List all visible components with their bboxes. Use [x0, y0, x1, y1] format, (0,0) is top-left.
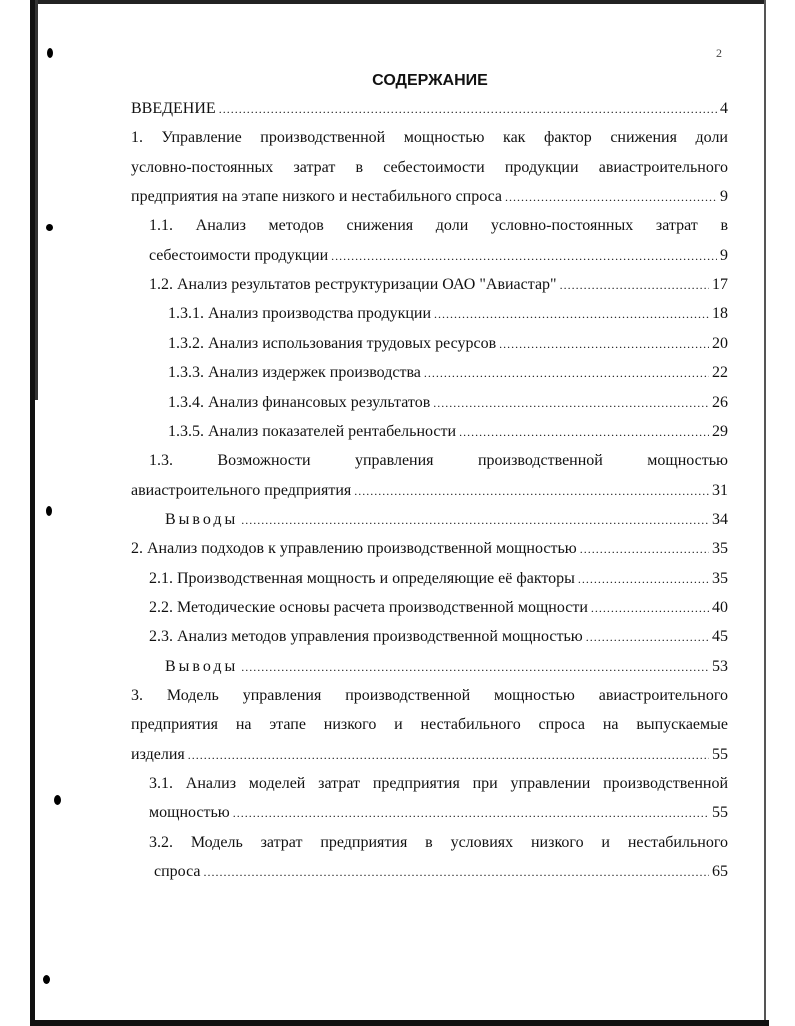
toc-entry: [131, 480, 728, 502]
dot-leader: [188, 744, 709, 766]
dot-leader: [219, 98, 717, 120]
punch-hole-mark: [46, 224, 53, 231]
toc-entry-line: 1. Управление производственной мощностью как фактор снижения доли: [131, 129, 728, 147]
toc-entry: [165, 509, 728, 531]
dot-leader: [354, 480, 709, 502]
toc-entry: [154, 861, 728, 883]
toc-entry: [131, 98, 728, 120]
toc-entry: [168, 392, 728, 414]
dot-leader: [560, 274, 709, 296]
dot-leader: [505, 186, 717, 208]
toc-page-number: 35: [712, 569, 728, 587]
punch-hole-mark: [43, 975, 50, 984]
toc-page-number: 20: [712, 334, 728, 352]
toc-entry-line: условно-постоянных затрат в себестоимости продукции авиастроительного: [131, 158, 728, 176]
punch-hole-mark: [46, 506, 52, 516]
toc-entry-title: 2.2. Методические основы расчета производственной мощности: [149, 598, 588, 616]
toc-entry: [149, 568, 728, 590]
toc-entry-title: спроса: [154, 863, 201, 881]
dot-leader: [580, 538, 709, 560]
toc-entry-title: себестоимости продукции: [149, 246, 329, 264]
toc-page-number: 26: [712, 393, 728, 411]
toc-entry: [131, 186, 728, 208]
toc-page-number: 9: [720, 246, 728, 264]
toc-page-number: 22: [712, 364, 728, 382]
dot-leader: [499, 333, 709, 355]
toc-entry-title: предприятия на этапе низкого и нестабильного спроса: [131, 188, 503, 206]
toc-entry-title: 2. Анализ подходов к управлению производственной мощностью: [131, 540, 577, 558]
toc-page-number: 34: [712, 510, 728, 528]
toc-entry-title: 1.3.1. Анализ производства продукции: [168, 305, 432, 323]
toc-entry-title: изделия: [131, 745, 185, 763]
toc-page-number: 4: [720, 100, 728, 117]
toc-entry: [149, 274, 728, 296]
dot-leader: [433, 392, 709, 414]
punch-hole-mark: [47, 48, 53, 58]
dot-leader: [233, 802, 709, 824]
toc-page-number: 18: [712, 305, 728, 323]
toc-page-number: 35: [712, 540, 728, 558]
toc-entry: [168, 303, 728, 325]
dot-leader: [586, 626, 709, 648]
toc-entry: [131, 538, 728, 560]
toc-page-number: 40: [712, 598, 728, 616]
toc-page-number: 29: [712, 422, 728, 440]
toc-entry-line: 1.3. Возможности управления производственной мощностью: [149, 452, 728, 470]
toc-entry-title: Выводы: [165, 510, 239, 528]
toc-entry-title: 1.2. Анализ результатов реструктуризации ОАО "Авиастар": [149, 276, 557, 294]
toc-entry-line: предприятия на этапе низкого и нестабильного спроса на выпускаемые: [131, 716, 728, 734]
toc-entry-title: 1.3.4. Анализ финансовых результатов: [168, 393, 431, 411]
dot-leader: [434, 303, 709, 325]
toc-entry-title: мощностью: [149, 804, 230, 822]
page-number: 2: [716, 46, 722, 60]
toc-entry: [165, 656, 728, 678]
toc-entry-title: 2.1. Производственная мощность и определяющие её факторы: [149, 569, 575, 587]
toc-entry: [131, 744, 728, 766]
toc-page-number: 9: [720, 188, 728, 206]
dot-leader: [459, 421, 709, 443]
dot-leader: [424, 362, 709, 384]
dot-leader: [331, 245, 717, 267]
dot-leader: [241, 656, 709, 678]
dot-leader: [203, 861, 709, 883]
toc-entry: [168, 362, 728, 384]
toc-page-number: 45: [712, 628, 728, 646]
toc-entry-title: Выводы: [165, 657, 239, 675]
toc-page-number: 53: [712, 657, 728, 675]
toc-entry-title: 1.3.3. Анализ издержек производства: [168, 364, 421, 382]
toc-entry-title: 1.3.2. Анализ использования трудовых ресурсов: [168, 334, 497, 352]
toc-entry: [168, 333, 728, 355]
toc-page-number: 55: [712, 745, 728, 763]
toc-page-number: 17: [712, 276, 728, 294]
toc-page-number: 65: [712, 863, 728, 881]
dot-leader: [578, 568, 709, 590]
toc-entry-line: 3.2. Модель затрат предприятия в условиях низкого и нестабильного: [149, 833, 728, 851]
toc-entry-title: 2.3. Анализ методов управления производственной мощностью: [149, 628, 583, 646]
toc-entry: [149, 626, 728, 648]
toc-page-number: 31: [712, 481, 728, 499]
toc-entry-title: ВВЕДЕНИЕ: [131, 100, 216, 117]
toc-entry: [149, 597, 728, 619]
page-title: СОДЕРЖАНИЕ: [372, 72, 488, 89]
dot-leader: [591, 597, 709, 619]
toc-entry-line: 1.1. Анализ методов снижения доли условно-постоянных затрат в: [149, 217, 728, 235]
toc-entry-line: 3.1. Анализ моделей затрат предприятия при управлении производственной: [149, 775, 728, 793]
toc-entry-line: 3. Модель управления производственной мощностью авиастроительного: [131, 687, 728, 704]
dot-leader: [241, 509, 709, 531]
scan-edge-bottom: [34, 1020, 769, 1026]
toc-entry: [149, 802, 728, 824]
scan-edge-right: [764, 0, 766, 1026]
scan-edge-top: [30, 0, 765, 4]
toc-entry-title: 1.3.5. Анализ показателей рентабельности: [168, 422, 457, 440]
toc-entry: [168, 421, 728, 443]
toc-page-number: 55: [712, 804, 728, 822]
punch-hole-mark: [54, 795, 61, 805]
toc-entry-title: авиастроительного предприятия: [131, 481, 352, 499]
toc-entry: [149, 245, 728, 267]
scan-edge-left-shadow: [35, 0, 38, 400]
